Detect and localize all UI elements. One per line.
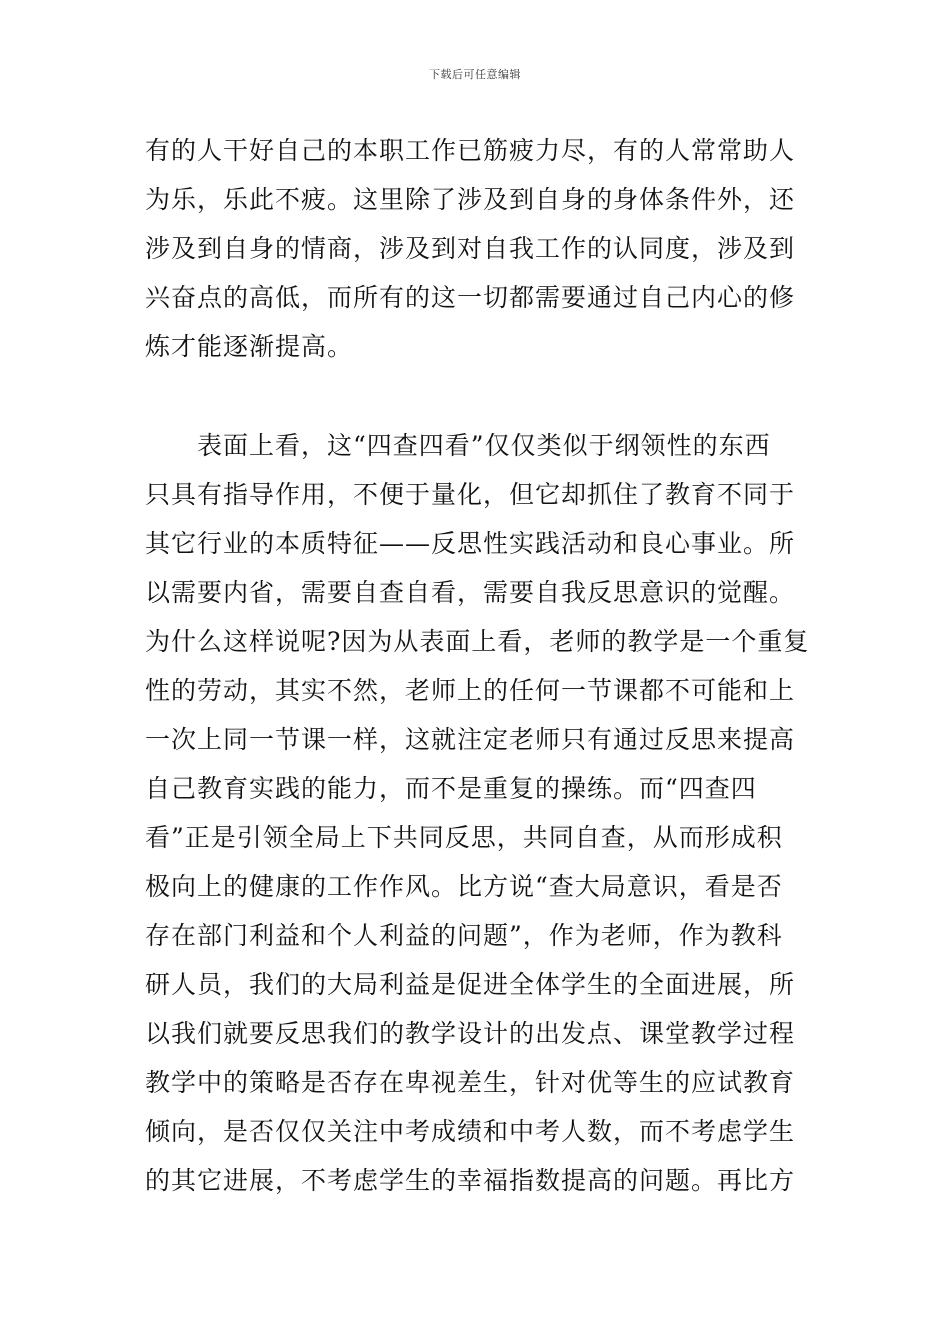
text-line: 以需要内省，需要自查自看，需要自我反思意识的觉醒。 (145, 578, 796, 607)
text-line: 只具有指导作用，不便于量化，但它却抓住了教育不同于 (145, 480, 796, 509)
text-line: 倾向，是否仅仅关注中考成绩和中考人数，而不考虑学生 (145, 1117, 796, 1146)
text-line: 性的劳动，其实不然，老师上的任何一节课都不可能和上 (145, 676, 796, 705)
text-line: 存在部门利益和个人利益的问题”，作为老师，作为教科 (145, 921, 783, 950)
text-line: 炼才能逐渐提高。 (145, 332, 354, 361)
text-line: 有的人干好自己的本职工作已筋疲力尽，有的人常常助人 (145, 136, 796, 165)
text-line: 兴奋点的高低，而所有的这一切都需要通过自己内心的修 (145, 283, 796, 312)
text-line: 自己教育实践的能力，而不是重复的操练。而“四查四 (145, 774, 757, 803)
text-line: 其它行业的本质特征——反思性实践活动和良心事业。所 (145, 529, 796, 558)
text-line: 看”正是引领全局上下共同反思，共同自查，从而形成积 (145, 823, 783, 852)
text-line: 表面上看，这“四查四看”仅仅类似于纲领性的东西 (145, 431, 771, 460)
text-line: 的其它进展，不考虑学生的幸福指数提高的问题。再比方 (145, 1166, 796, 1195)
text-line: 以我们就要反思我们的教学设计的出发点、课堂教学过程 (145, 1019, 796, 1048)
text-line: 极向上的健康的工作作风。比方说“查大局意识，看是否 (145, 872, 783, 901)
document-body (145, 126, 810, 1205)
paragraph (145, 126, 805, 371)
text-line: 涉及到自身的情商，涉及到对自我工作的认同度，涉及到 (145, 234, 796, 263)
text-line: 为乐，乐此不疲。这里除了涉及到自身的身体条件外，还 (145, 185, 796, 214)
paragraph-spacer (145, 371, 805, 421)
page-header: 下载后可任意编辑 (429, 68, 521, 81)
text-line: 教学中的策略是否存在卑视差生，针对优等生的应试教育 (145, 1068, 796, 1097)
text-line: 研人员，我们的大局利益是促进全体学生的全面进展，所 (145, 970, 796, 999)
text-line: 为什么这样说呢?因为从表面上看，老师的教学是一个重复 (145, 627, 810, 656)
text-line: 一次上同一节课一样，这就注定老师只有通过反思来提高 (145, 725, 796, 754)
paragraph (145, 421, 810, 1205)
